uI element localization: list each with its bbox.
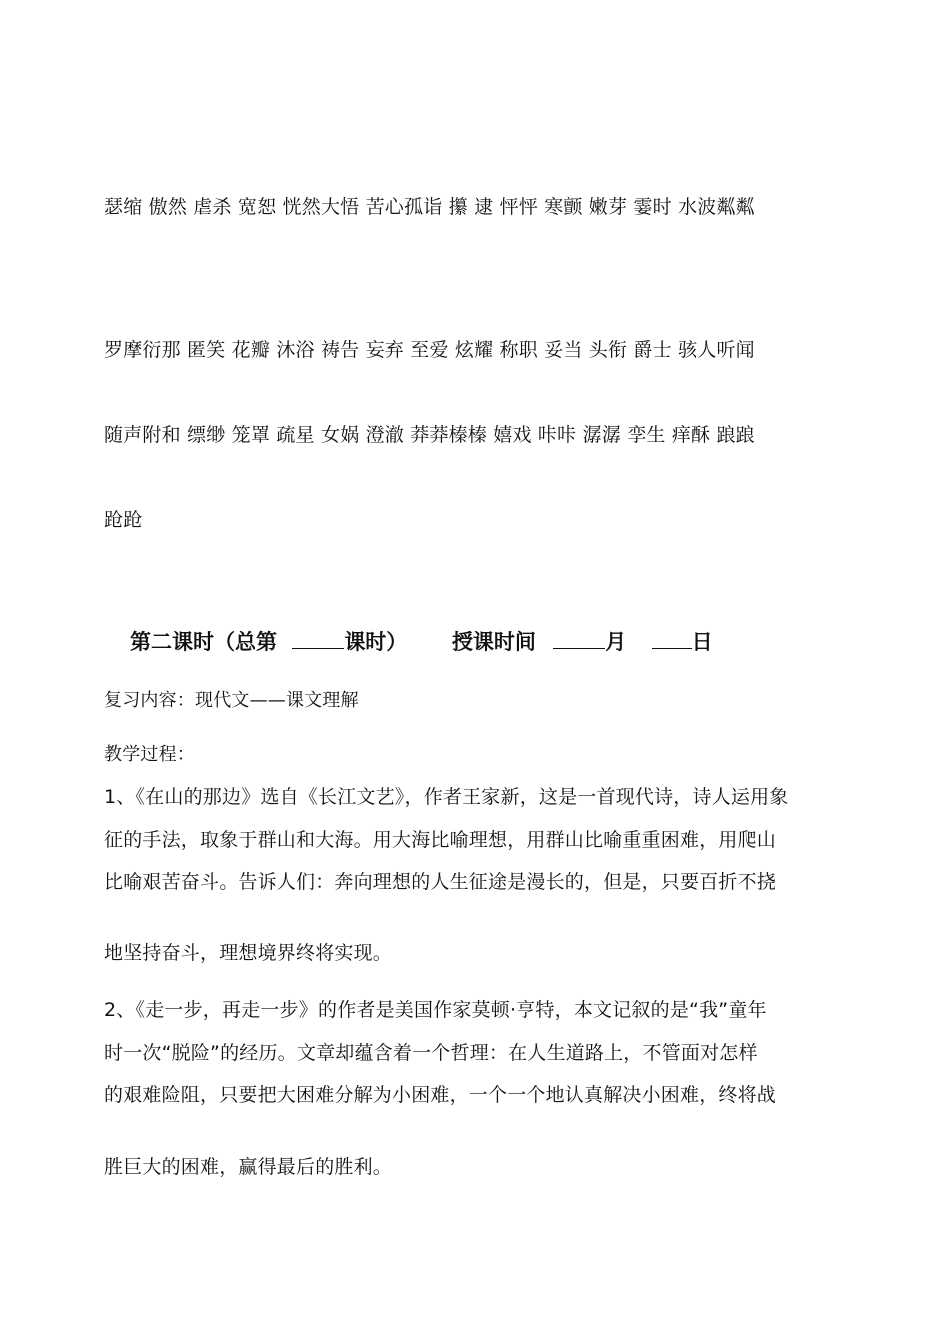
lesson-heading-part-4: 月 bbox=[605, 630, 627, 654]
review-content: 复习内容：现代文——课文理解 bbox=[104, 690, 359, 711]
item1-line-3: 比喻艰苦奋斗。告诉人们：奔向理想的人生征途是漫长的，但是，只要百折不挠 bbox=[104, 871, 777, 893]
process-label: 教学过程： bbox=[104, 744, 195, 765]
month-blank bbox=[553, 628, 605, 649]
lesson-heading-part-5: 日 bbox=[691, 630, 713, 654]
item1-line-1: 1、《在山的那边》选自《长江文艺》，作者王家新，这是一首现代诗，诗人运用象 bbox=[104, 786, 789, 808]
lesson-heading bbox=[130, 626, 713, 656]
item2-line-4: 胜巨大的困难，赢得最后的胜利。 bbox=[104, 1156, 393, 1178]
item1-line-4: 地坚持奋斗，理想境界终将实现。 bbox=[104, 942, 393, 964]
total-lesson-blank bbox=[292, 628, 344, 649]
lesson-heading-part-2: 课时） bbox=[344, 630, 408, 654]
item1-line-2: 征的手法，取象于群山和大海。用大海比喻理想，用群山比喻重重困难，用爬山 bbox=[104, 829, 777, 851]
item2-line-2: 时一次“脱险”的经历。文章却蕴含着一个哲理：在人生道路上，不管面对怎样 bbox=[104, 1042, 758, 1064]
vocab-line-3: 随声附和 缥缈 笼罩 疏星 女娲 澄澈 莽莽榛榛 嬉戏 咔咔 潺潺 孪生 痒酥 踉踉 bbox=[104, 424, 755, 446]
item2-line-3: 的艰难险阻，只要把大困难分解为小困难，一个一个地认真解决小困难，终将战 bbox=[104, 1084, 777, 1106]
item2-line-1: 2、《走一步，再走一步》的作者是美国作家莫顿·亨特，本文记叙的是“我”童年 bbox=[104, 999, 767, 1021]
day-blank bbox=[652, 628, 692, 649]
vocab-line-4: 跄跄 bbox=[104, 509, 143, 531]
vocab-line-2: 罗摩衍那 匿笑 花瓣 沐浴 祷告 妄弃 至爱 炫耀 称职 妥当 头衔 爵士 骇人听闻 bbox=[104, 339, 755, 361]
lesson-heading-part-1: 第二课时（总第 bbox=[130, 630, 277, 654]
vocab-line-1: 瑟缩 傲然 虐杀 宽恕 恍然大悟 苦心孤诣 攥 逮 怦怦 寒颤 嫩芽 霎时 水波粼粼 bbox=[104, 196, 755, 218]
lesson-heading-part-3: 授课时间 bbox=[451, 630, 536, 654]
